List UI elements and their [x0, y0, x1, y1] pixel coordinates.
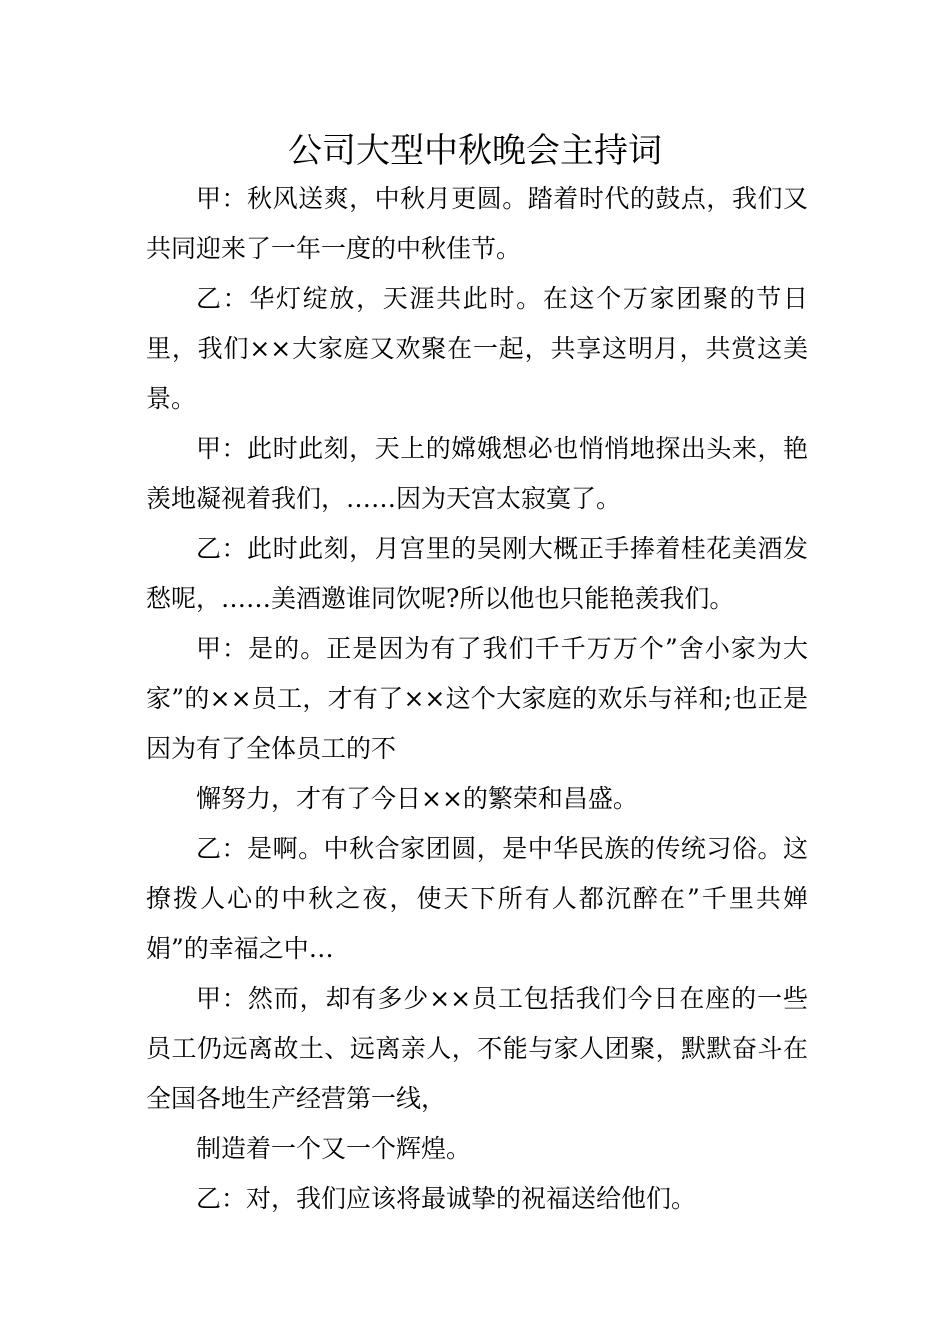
- paragraph-10: 乙：对，我们应该将最诚挚的祝福送给他们。: [196, 1184, 697, 1213]
- paragraph-5: 甲：是的。正是因为有了我们千千万万个”舍小家为大家”的××员工，才有了××这个大家庭的欢乐与祥和;也正是因为有了全体员工的不: [146, 634, 808, 763]
- paragraph-1: 甲：秋风送爽，中秋月更圆。踏着时代的鼓点，我们又共同迎来了一年一度的中秋佳节。: [146, 184, 808, 263]
- paragraph-3: 甲：此时此刻，天上的嫦娥想必也悄悄地探出头来，艳羡地凝视着我们，……因为天宫太寂寞了。: [146, 434, 808, 513]
- document-title: 公司大型中秋晚会主持词: [288, 131, 662, 171]
- document-body: [146, 174, 808, 1224]
- paragraph-9: 制造着一个又一个辉煌。: [196, 1134, 472, 1163]
- paragraph-7: 乙：是啊。中秋合家团圆，是中华民族的传统习俗。这撩拨人心的中秋之夜，使天下所有人都沉醉在”千里共婵娟”的幸福之中…: [146, 834, 808, 963]
- paragraph-2: 乙：华灯绽放，天涯共此时。在这个万家团聚的节日里，我们××大家庭又欢聚在一起，共享这明月，共赏这美景。: [146, 284, 808, 413]
- paragraph-6: 懈努力，才有了今日××的繁荣和昌盛。: [196, 784, 638, 813]
- paragraph-8: 甲：然而，却有多少××员工包括我们今日在座的一些员工仍远离故土、远离亲人，不能与家人团聚，默默奋斗在全国各地生产经营第一线，: [146, 984, 808, 1113]
- paragraph-4: 乙：此时此刻，月宫里的吴刚大概正手捧着桂花美酒发愁呢，……美酒邀谁同饮呢?所以他也只能艳羡我们。: [146, 534, 808, 613]
